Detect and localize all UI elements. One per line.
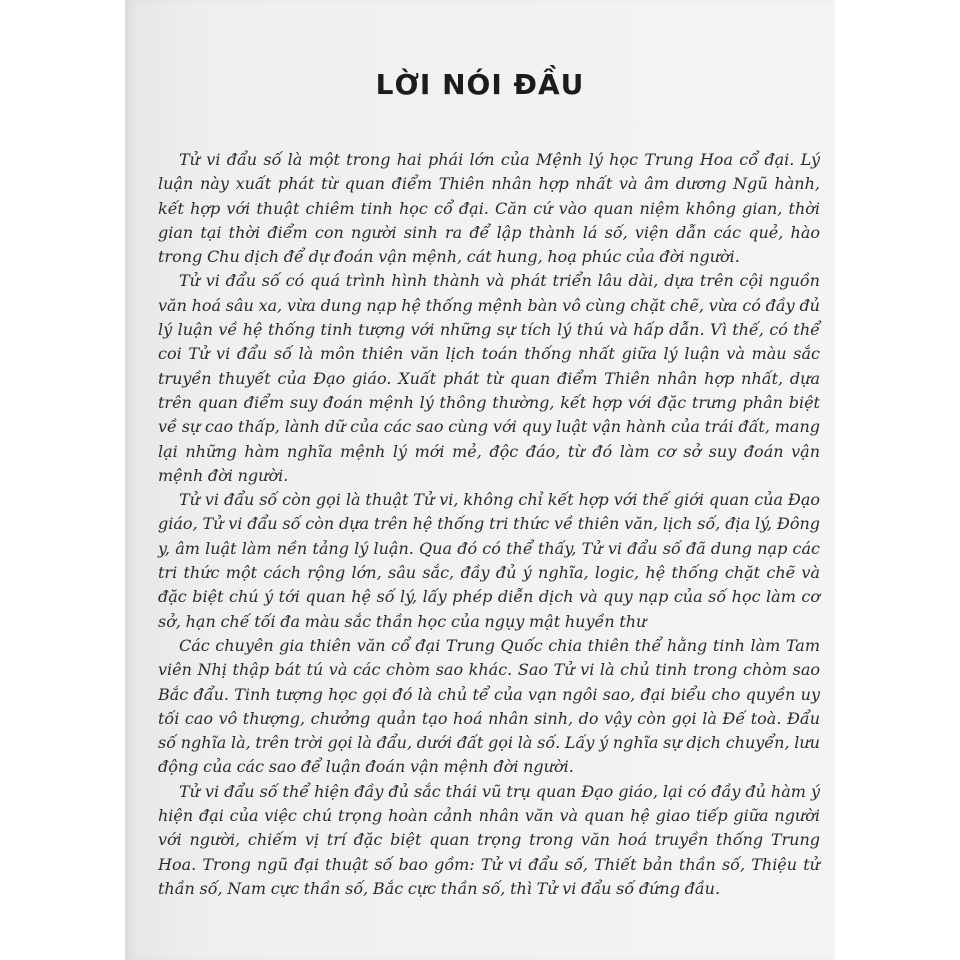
paragraph-2: Tử vi đẩu số có quá trình hình thành và phát triển lâu dài, dựa trên cội nguồn văn hoá sâu xa, vừa dung nạp hệ thống mệnh bàn vô cùng chặt chẽ, vừa có đầy đủ lý luận về hệ thống tinh tượng với những sự tích lý thú và hấp dẫn. Vì thế, có thể coi Tử vi đẩu số là môn thiên văn lịch toán thống nhất giữa lý luận và màu sắc truyền thuyết của Đạo giáo. Xuất phát từ quan điểm Thiên nhân hợp nhất, dựa trên quan điểm suy đoán mệnh lý thông thường, kết hợp với đặc trưng phân biệt về sự cao thấp, lành dữ của các sao cùng với quy luật vận hành của trái đất, mang lại những hàm nghĩa mệnh lý mới mẻ, độc đáo, từ đó làm cơ sở suy đoán vận mệnh đời người.: [158, 271, 820, 485]
paragraph-1: Tử vi đẩu số là một trong hai phái lớn của Mệnh lý học Trung Hoa cổ đại. Lý luận này xuất phát từ quan điểm Thiên nhân hợp nhất và âm dương Ngũ hành, kết hợp với thuật chiêm tinh học cổ đại. Căn cứ vào quan niệm không gian, thời gian tại thời điểm con người sinh ra để lập thành lá số, viện dẫn các quẻ, hào trong Chu dịch để dự đoán vận mệnh, cát hung, hoạ phúc của đời người.: [158, 150, 820, 267]
paragraph-4: Các chuyên gia thiên văn cổ đại Trung Quốc chia thiên thể hằng tinh làm Tam viên Nhị thập bát tú và các chòm sao khác. Sao Tử vi là chủ tinh trong chòm sao Bắc đẩu. Tinh tượng học gọi đó là chủ tể của vạn ngôi sao, đại biểu cho quyền uy tối cao vô thượng, chưởng quản tạo hoá nhân sinh, do vậy còn gọi là Đế toà. Đẩu số nghĩa là, trên trời gọi là đẩu, dưới đất gọi là số. Lấy ý nghĩa sự dịch chuyển, lưu động của các sao để luận đoán vận mệnh đời người.: [158, 635, 820, 777]
paragraph-3: Tử vi đẩu số còn gọi là thuật Tử vi, không chỉ kết hợp với thế giới quan của Đạo giáo, Tử vi đẩu số còn dựa trên hệ thống tri thức về thiên văn, lịch số, địa lý, Đông y, âm luật làm nền tảng lý luận. Qua đó có thể thấy, Tử vi đẩu số đã dung nạp các tri thức một cách rộng lớn, sâu sắc, đầy đủ ý nghĩa, logic, hệ thống chặt chẽ và đặc biệt chú ý tới quan hệ số lý, lấy phép diễn dịch và quy nạp của số học làm cơ sở, hạn chế tối đa màu sắc thần học của ngụy mật huyền thư: [158, 490, 820, 631]
book-page: [125, 0, 835, 960]
page-title: LỜI NÓI ĐẦU: [375, 68, 585, 101]
body-text: [158, 148, 820, 901]
paragraph-5: Tử vi đẩu số thể hiện đầy đủ sắc thái vũ trụ quan Đạo giáo, lại có đầy đủ hàm ý hiện đại của việc chú trọng hoàn cảnh nhân văn và quan hệ giao tiếp giữa người với người, chiếm vị trí đặc biệt quan trọng trong văn hoá truyền thống Trung Hoa. Trong ngũ đại thuật số bao gồm: Tử vi đẩu số, Thiết bản thần số, Thiệu tử thần số, Nam cực thần số, Bắc cực thần số, thì Tử vi đẩu số đứng đầu.: [158, 781, 820, 898]
